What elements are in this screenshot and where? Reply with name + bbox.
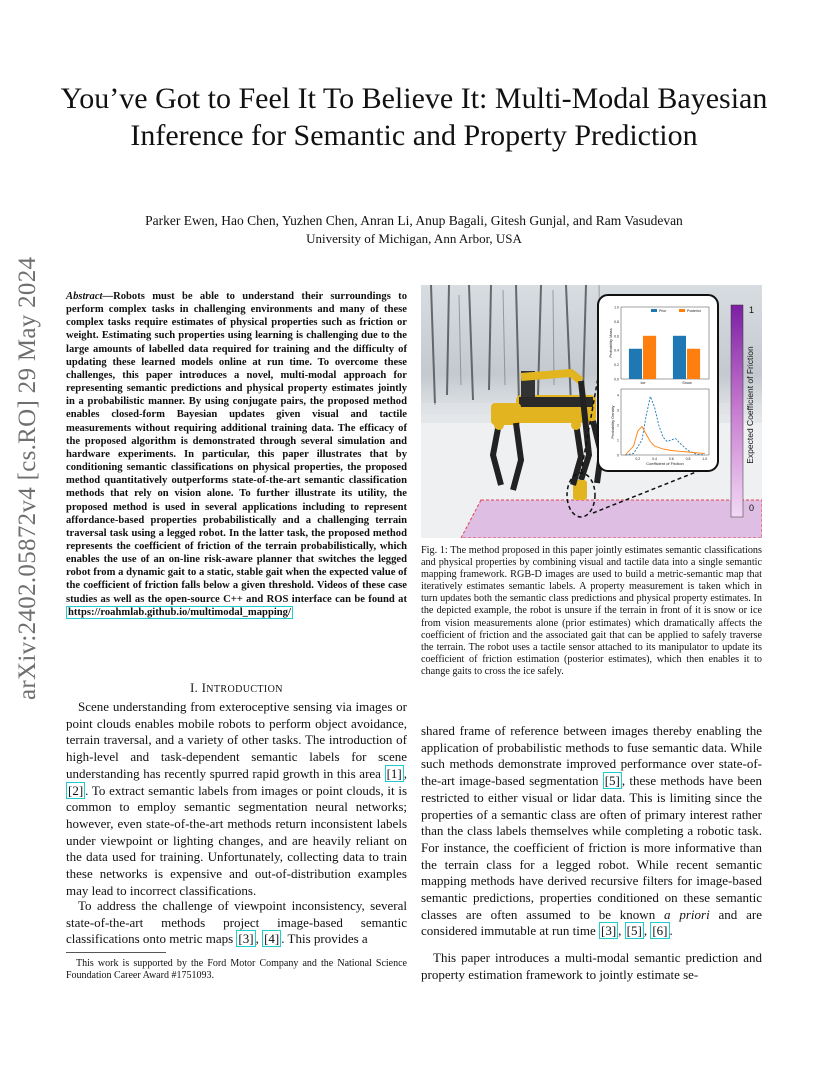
- colorbar-min-label: 0: [749, 503, 755, 513]
- section-heading: I. INTRODUCTION: [190, 681, 283, 695]
- line-x-axis-label: Coefficient of Friction: [646, 461, 684, 466]
- legend-swatch-posterior: [679, 309, 685, 312]
- line-y-tick-label: 1: [617, 438, 619, 443]
- legend-label-posterior: Posterior: [687, 309, 702, 313]
- bar-y-tick-label: 0.2: [614, 363, 619, 368]
- line-y-tick-label: 2: [617, 423, 619, 428]
- colorbar: [731, 305, 743, 517]
- project-link[interactable]: https://roahmlab.github.io/multimodal_mapping/: [68, 606, 291, 618]
- colorbar-label: Expected Coefficient of Friction: [745, 346, 755, 464]
- bar-y-tick-label: 0.6: [614, 334, 619, 339]
- line-x-tick-label: 0.8: [685, 457, 691, 461]
- bar-prior-snow: [673, 336, 686, 379]
- bar-prior-ice: [629, 349, 642, 379]
- line-y-tick-label: 4: [617, 393, 619, 398]
- colorbar-max-label: 1: [749, 305, 755, 315]
- bar-x-tick-label: Ice: [640, 381, 646, 385]
- intro-paragraph-2: To address the challenge of viewpoint inconsistency, several state-of-the-art methods project image-based semantic classifications onto metric maps [3] , [4] . This provides a: [66, 898, 407, 947]
- line-y-axis-label: Probability Density: [610, 405, 615, 439]
- citation-link[interactable]: [3]: [238, 931, 254, 947]
- abstract-label: Abstract: [66, 291, 103, 302]
- figure-1: [421, 285, 762, 538]
- line-x-tick-label: 0.4: [652, 457, 657, 461]
- bar-x-tick-label: Snow: [682, 381, 692, 385]
- intro-paragraph-1: Scene understanding from exteroceptive sensing via images or point clouds enables mobile robots to perform object avoidance, terrain traversal, and a variety of other tasks. The introduction of high-level and task-dependent semantic labels for scene understanding has recently spurred rapid growth in this area [1] , [2] . To extract semantic labels from images or point clouds, it is common to employ semantic segmentation neural networks; however, even state-of-the-art methods return inconsistent labels under viewpoint or lighting changes, and are heavily reliant on the data used for training. Unfortunately, collecting data to train these networks is expensive and out-of-distribution examples may lead to incorrect classifications.: [66, 699, 407, 898]
- line-x-tick-label: 1.0: [702, 457, 708, 461]
- bar-y-tick-label: 0.0: [614, 377, 619, 382]
- figure-caption: Fig. 1: The method proposed in this paper jointly estimates semantic classifications and physical properties by combining visual and tactile data into a single semantic mapping framework. RGB-D images are used to build a metric-semantic map that iteratively estimates semantic labels. A property measurement is taken which in turn updates both the semantic class predictions and physical property estimates. In the depicted example, the robot is unsure if the terrain in front of it is snow or ice from vision measurements alone (prior estimates) which dramatically affects the coefficient of friction and the associated gait that can be applied to safely traverse the terrain. The robot uses a tactile sensor attached to its manipulator to update its coefficient of friction estimation (posterior estimates), which then enables it to change gaits to cross the ice safely.: [421, 545, 762, 677]
- affiliation: University of Michigan, Ann Arbor, USA: [306, 231, 522, 246]
- figure-image: [421, 285, 762, 538]
- citation-link[interactable]: [2]: [68, 782, 84, 798]
- right-paragraph-2: This paper introduces a multi-modal semantic prediction and property estimation framework to jointly estimate se-: [421, 950, 762, 982]
- footnote: This work is supported by the Ford Motor Company and the National Science Foundation Career Award #1751093.: [66, 958, 407, 981]
- bar-posterior-ice: [643, 336, 656, 379]
- right-paragraph-1: shared frame of reference between images thereby enabling the application of probabilistic methods to fuse semantic data. While such methods demonstrate improved performance over state-of-the-art image-based segmentation [5] , these methods have been restricted to either visual or lidar data. This is limiting since the properties of a semantic class are often of primary interest rather than the class labels themselves while completing a robotic task. For instance, the coefficient of friction is more informative than the terrain class for a legged robot. While recent semantic mapping methods have derived recursive filters for image-based semantic predictions, properties conditioned on these semantic classes are often assumed to be known a priori and are considered immutable at run time [3] , [5] , [6] .: [421, 723, 762, 939]
- paper-title: You’ve Got to Feel It To Believe It: Multi-Modal Bayesian Inference for Semantic and Property Prediction: [60, 82, 768, 152]
- footnote-rule: [66, 952, 166, 953]
- citation-link[interactable]: [6]: [652, 923, 668, 939]
- citation-link[interactable]: [1]: [386, 765, 402, 781]
- line-y-tick-label: 0: [617, 453, 619, 458]
- line-x-tick-label: 0.6: [668, 457, 674, 461]
- abstract: [66, 290, 407, 619]
- citation-link[interactable]: [5]: [626, 923, 642, 939]
- bar-y-tick-label: 1.0: [614, 305, 619, 310]
- bar-posterior-snow: [687, 349, 700, 379]
- bar-y-axis-label: Probability Mass: [608, 328, 613, 358]
- arxiv-stamp: arXiv:2402.05872v4 [cs.RO] 29 May 2024: [14, 256, 41, 700]
- citation-link[interactable]: [4]: [264, 931, 280, 947]
- legend-label-prior: Prior: [659, 309, 667, 313]
- line-x-tick-label: 0.2: [635, 457, 641, 461]
- citation-link[interactable]: [5]: [604, 773, 620, 789]
- bar-y-tick-label: 0.4: [614, 348, 619, 353]
- bar-y-tick-label: 0.8: [614, 319, 619, 324]
- author-list: Parker Ewen, Hao Chen, Yuzhen Chen, Anran Li, Anup Bagali, Gitesh Gunjal, and Ram Vasudevan: [145, 213, 683, 228]
- line-y-tick-label: 3: [617, 408, 619, 413]
- citation-link[interactable]: [3]: [600, 923, 617, 939]
- legend-swatch-prior: [651, 309, 657, 312]
- abstract-text: —Robots must be able to understand their surroundings to perform complex tasks in challenging environments and many of these complex tasks require estimates of physical properties such as friction or weight. Estimating such properties using learning is challenging due to the large amounts of labelled data required for training and the difficulty of updating these learned models online at run time. To overcome these challenges, this paper introduces a novel, multi-modal approach for representing semantic predictions and physical property estimates jointly in a probabilistic manner. By using conjugate pairs, the proposed method enables closed-form Bayesian updates given visual and tactile measurements without requiring additional training data. The efficacy of the proposed algorithm is demonstrated through several simulation and hardware experiments. In particular, this paper illustrates that by conditioning semantic classifications on physical properties, the proposed method quantitatively outperforms state-of-the-art semantic classification methods that rely on vision alone. To further illustrate its utility, the proposed method is used in several applications including to represent affordance-based properties probabilistically and a challenging terrain traversal task using a legged robot. In the latter task, the proposed method represents the coefficient of friction of the terrain probabilistically, which enables the use of an on-line risk-aware planner that switches the legged robot from a dynamic gait to a static, stable gait when the expected value of the coefficient of friction falls below a given threshold. Videos of these case studies as well as the open-source C++ and ROS interface can be found at: [66, 291, 407, 605]
